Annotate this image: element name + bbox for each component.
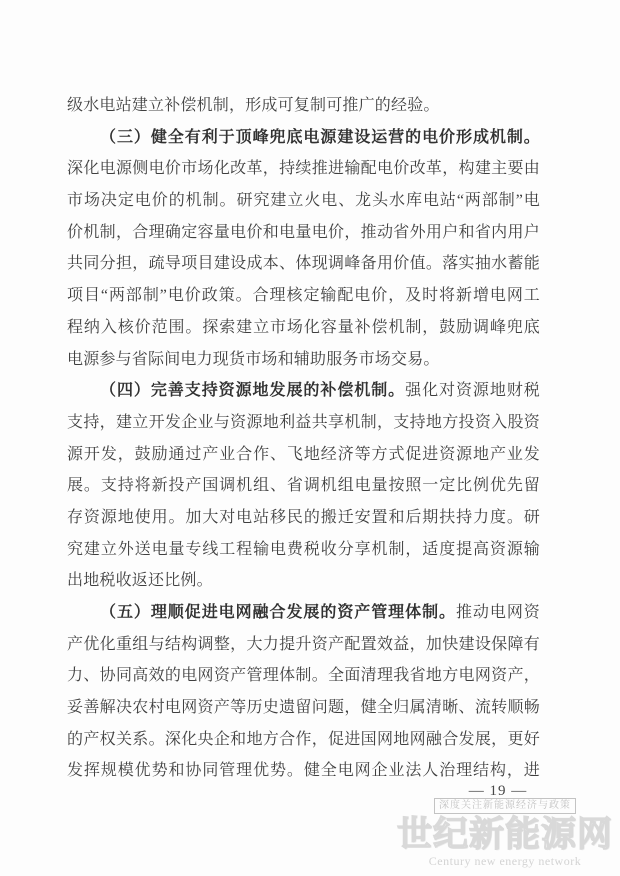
text-line (67, 502, 540, 534)
heading-segment: （四）完善支持资源地发展的补偿机制。 (100, 382, 406, 400)
body-segment: 深化电源侧电价市场化改革，持续推进输配电价改革，构建主要由 (67, 160, 540, 178)
text-line (67, 629, 540, 661)
body-segment: 推动电网资 (455, 604, 540, 621)
body-segment: 存资源地使用。加大对电站移民的搬迁安置和后期扶持力度。研 (67, 508, 540, 526)
watermark-site-name: 世纪新能源网 (396, 815, 613, 854)
body-segment: 程纳入核价范围。探索建立市场化容量补偿机制，鼓励调峰兜底 (67, 318, 540, 336)
text-line-heading (67, 122, 540, 154)
body-segment: 妥善解决农村电网资产等历史遗留问题，健全归属清晰、流转顺畅 (67, 699, 540, 717)
body-segment: 电源参与省际间电力现货市场和辅助服务市场交易。 (67, 350, 440, 368)
text-line (67, 470, 540, 502)
page-number: — 19 — (468, 783, 528, 799)
text-line (67, 153, 540, 185)
body-segment: 的产权关系。深化央企和地方合作，促进国网地网融合发展，更好 (67, 730, 540, 748)
body-segment: 产优化重组与结构调整，大力提升资产配置效益，加快建设保障有 (67, 635, 540, 653)
body-segment: 发挥规模优势和协同管理优势。健全电网企业法人治理结构，进 (67, 762, 540, 780)
body-segment: 价机制，合理确定容量电价和电量电价，推动省外用户和省内用户 (67, 223, 540, 241)
body-segment: 支持，建立开发企业与资源地利益共享机制，支持地方投资入股资 (67, 413, 540, 431)
text-line (67, 407, 540, 439)
text-line (67, 724, 540, 756)
text-line (67, 565, 540, 597)
text-line (67, 312, 540, 344)
text-line-heading (67, 375, 540, 407)
text-line (67, 692, 540, 724)
text-line (67, 660, 540, 692)
text-line (67, 217, 540, 249)
body-segment: 市场决定电价的机制。研究建立火电、龙头水库电站“两部制”电 (67, 192, 540, 210)
document-text-block (67, 90, 540, 787)
text-line (67, 280, 540, 312)
body-segment: 出地税收返还比例。 (67, 572, 213, 590)
heading-segment: （五）理顺促进电网融合发展的资产管理体制。 (100, 604, 456, 621)
text-line (67, 439, 540, 471)
watermark (396, 795, 614, 869)
body-segment: 展。支持将新投产国调机组、省调机组电量按照一定比例优先留 (67, 477, 540, 495)
text-line (67, 534, 540, 566)
text-line (67, 248, 540, 280)
watermark-english-subtitle: Century new energy network (428, 854, 582, 868)
body-segment: 究建立外送电量专线工程输电费税收分享机制，适度提高资源输 (67, 540, 540, 558)
body-segment: 级水电站建立补偿机制，形成可复制可推广的经验。 (67, 97, 440, 114)
body-segment: 强化对资源地财税 (405, 382, 540, 400)
text-line-heading (67, 597, 540, 629)
body-segment: 力、协同高效的电网资产管理体制。全面清理我省地方电网资产， (67, 667, 540, 685)
text-line (67, 185, 540, 217)
text-line (67, 344, 540, 376)
body-segment: 源开发，鼓励通过产业合作、飞地经济等方式促进资源地产业发 (67, 445, 540, 463)
watermark-slogan-badge: 深度关注新能源经济与政策 (434, 798, 576, 814)
heading-segment: （三）健全有利于顶峰兜底电源建设运营的电价形成机制。 (100, 128, 540, 146)
text-line (67, 90, 540, 122)
body-segment: 共同分担，疏导项目建设成本、体现调峰备用价值。落实抽水蓄能 (67, 255, 540, 273)
body-segment: 项目“两部制”电价政策。合理核定输配电价，及时将新增电网工 (67, 287, 540, 305)
